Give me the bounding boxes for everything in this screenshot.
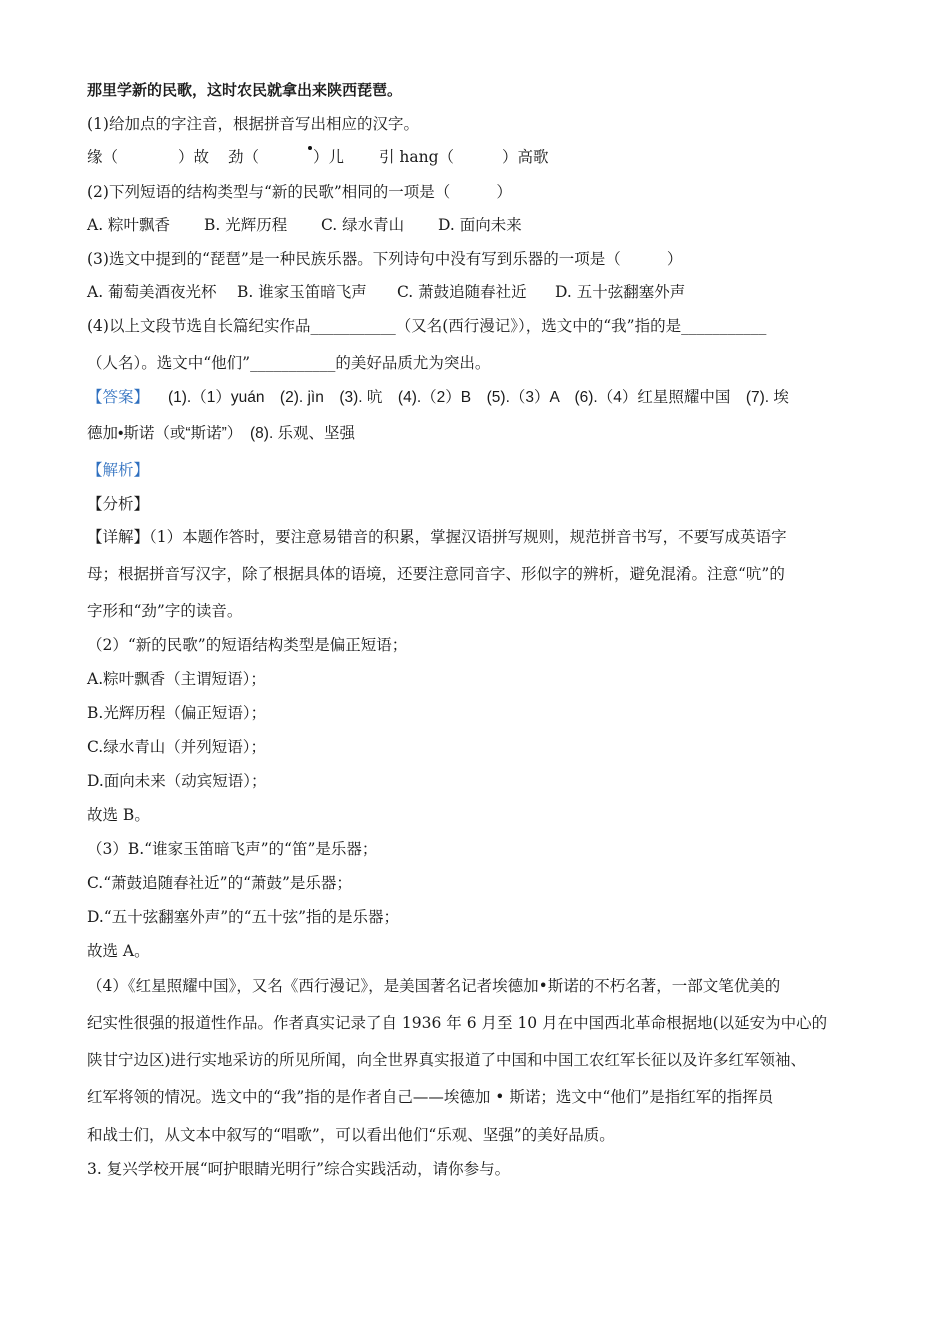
detail-line: 故选 A。 xyxy=(87,942,150,960)
detail-line: D.面向未来（动宾短语）； xyxy=(87,772,267,790)
detail-line: 字形和“劲”字的读音。 xyxy=(87,602,243,620)
answer-text-1: (1).（1）yuán (2). jìn (3). 吭 (4).（2）B (5).（3）A (6).（4）红星照耀中国 (7). 埃 xyxy=(167,389,789,406)
q1-item-gu: ）故 xyxy=(178,148,210,166)
detail-line: 陕甘宁边区)进行实地采访的所见所闻，向全世界真实报道了中国和中国工农红军长征以及许多红军领袖、 xyxy=(87,1051,807,1069)
q2-option-c: C. 绿水青山 xyxy=(321,216,405,234)
question-3-prompt xyxy=(87,248,877,270)
q3-text: (3)选文中提到的“琵琶”是一种民族乐器。下列诗句中没有写到乐器的一项是（ xyxy=(87,250,621,268)
intro-line: 那里学新的民歌，这时农民就拿出来陕西琵琶。 xyxy=(87,81,403,99)
q2-option-d: D. 面向未来 xyxy=(438,216,522,234)
question-4-line-2: （人名）。选文中“他们”___________的美好品质尤为突出。 xyxy=(87,354,491,372)
question-2-prompt xyxy=(87,181,877,203)
detail-line: 红军将领的情况。选文中的“我”指的是作者自己——埃德加 • 斯诺；选文中“他们”是指红军的指挥员 xyxy=(87,1088,774,1106)
q3-option-b: B. 谁家玉笛暗飞声 xyxy=(237,283,367,301)
detail-line: （3）B.“谁家玉笛暗飞声”的“笛”是乐器； xyxy=(87,840,378,858)
q3-option-c: C. 萧鼓追随春社近 xyxy=(397,283,527,301)
answer-line-2: 德加•斯诺（或“斯诺”） (8). 乐观、坚强 xyxy=(87,425,356,442)
q2-text: (2)下列短语的结构类型与“新的民歌”相同的一项是（ xyxy=(87,183,451,201)
q3-option-a: A. 葡萄美酒夜光杯 xyxy=(87,283,217,301)
q1-item-jin: 劲（ xyxy=(228,148,260,166)
answer-line-1 xyxy=(87,386,877,409)
q3-close: ） xyxy=(666,250,683,268)
q2-option-a: A. 粽叶飘香 xyxy=(87,216,171,234)
question-1-prompt: (1)给加点的字注音，根据拼音写出相应的汉字。 xyxy=(87,115,419,133)
detail-line: B.光辉历程（偏正短语）； xyxy=(87,704,267,722)
q3-option-d: D. 五十弦翻塞外声 xyxy=(555,283,686,301)
detail-line: D.“五十弦翻塞外声”的“五十弦”指的是乐器； xyxy=(87,908,399,926)
detail-line: C.“萧鼓追随春社近”的“萧鼓”是乐器； xyxy=(87,874,352,892)
q2-option-b: B. 光辉历程 xyxy=(204,216,288,234)
detail-line: C.绿水青山（并列短语）； xyxy=(87,738,266,756)
detail-line: 纪实性很强的报道性作品。作者真实记录了自 1936 年 6 月至 10 月在中国西北革命根据地(以延安为中心的 xyxy=(87,1014,828,1032)
next-question: 3. 复兴学校开展“呵护眼睛光明行”综合实践活动，请你参与。 xyxy=(87,1160,511,1178)
q1-item-hang: 引 hang（ xyxy=(379,148,455,166)
detail-line: （2）“新的民歌”的短语结构类型是偏正短语； xyxy=(87,636,408,654)
emphasis-dot xyxy=(308,146,312,150)
answer-tag: 【答案】 xyxy=(87,388,150,406)
detail-line: A.粽叶飘香（主谓短语）； xyxy=(87,670,266,688)
analysis-tag: 【解析】 xyxy=(87,461,150,479)
detail-line: 故选 B。 xyxy=(87,806,150,824)
q1-item-yuan: 缘（ xyxy=(87,148,119,166)
q1-item-er: ）儿 xyxy=(313,148,345,166)
detail-line: 【详解】（1）本题作答时，要注意易错音的积累，掌握汉语拼写规则，规范拼音书写，不要写成英语字 xyxy=(87,528,787,546)
q2-close: ） xyxy=(496,183,512,201)
detail-line: 母；根据拼音写汉字，除了根据具体的语境，还要注意同音字、形似字的辨析，避免混淆。注意“吭”的 xyxy=(87,565,785,583)
detail-line: 和战士们，从文本中叙写的“唱歌”，可以看出他们“乐观、坚强”的美好品质。 xyxy=(87,1126,615,1144)
analysis-subtag: 【分析】 xyxy=(87,495,150,513)
question-4-line-1: (4)以上文段节选自长篇纪实作品___________（又名(西行漫记》），选文中的“我”指的是___________ xyxy=(87,317,767,335)
q1-item-gaoge: ）高歌 xyxy=(502,148,549,166)
detail-line: （4）《红星照耀中国》，又名《西行漫记》，是美国著名记者埃德加•斯诺的不朽名著，一部文笔优美的 xyxy=(87,977,781,995)
